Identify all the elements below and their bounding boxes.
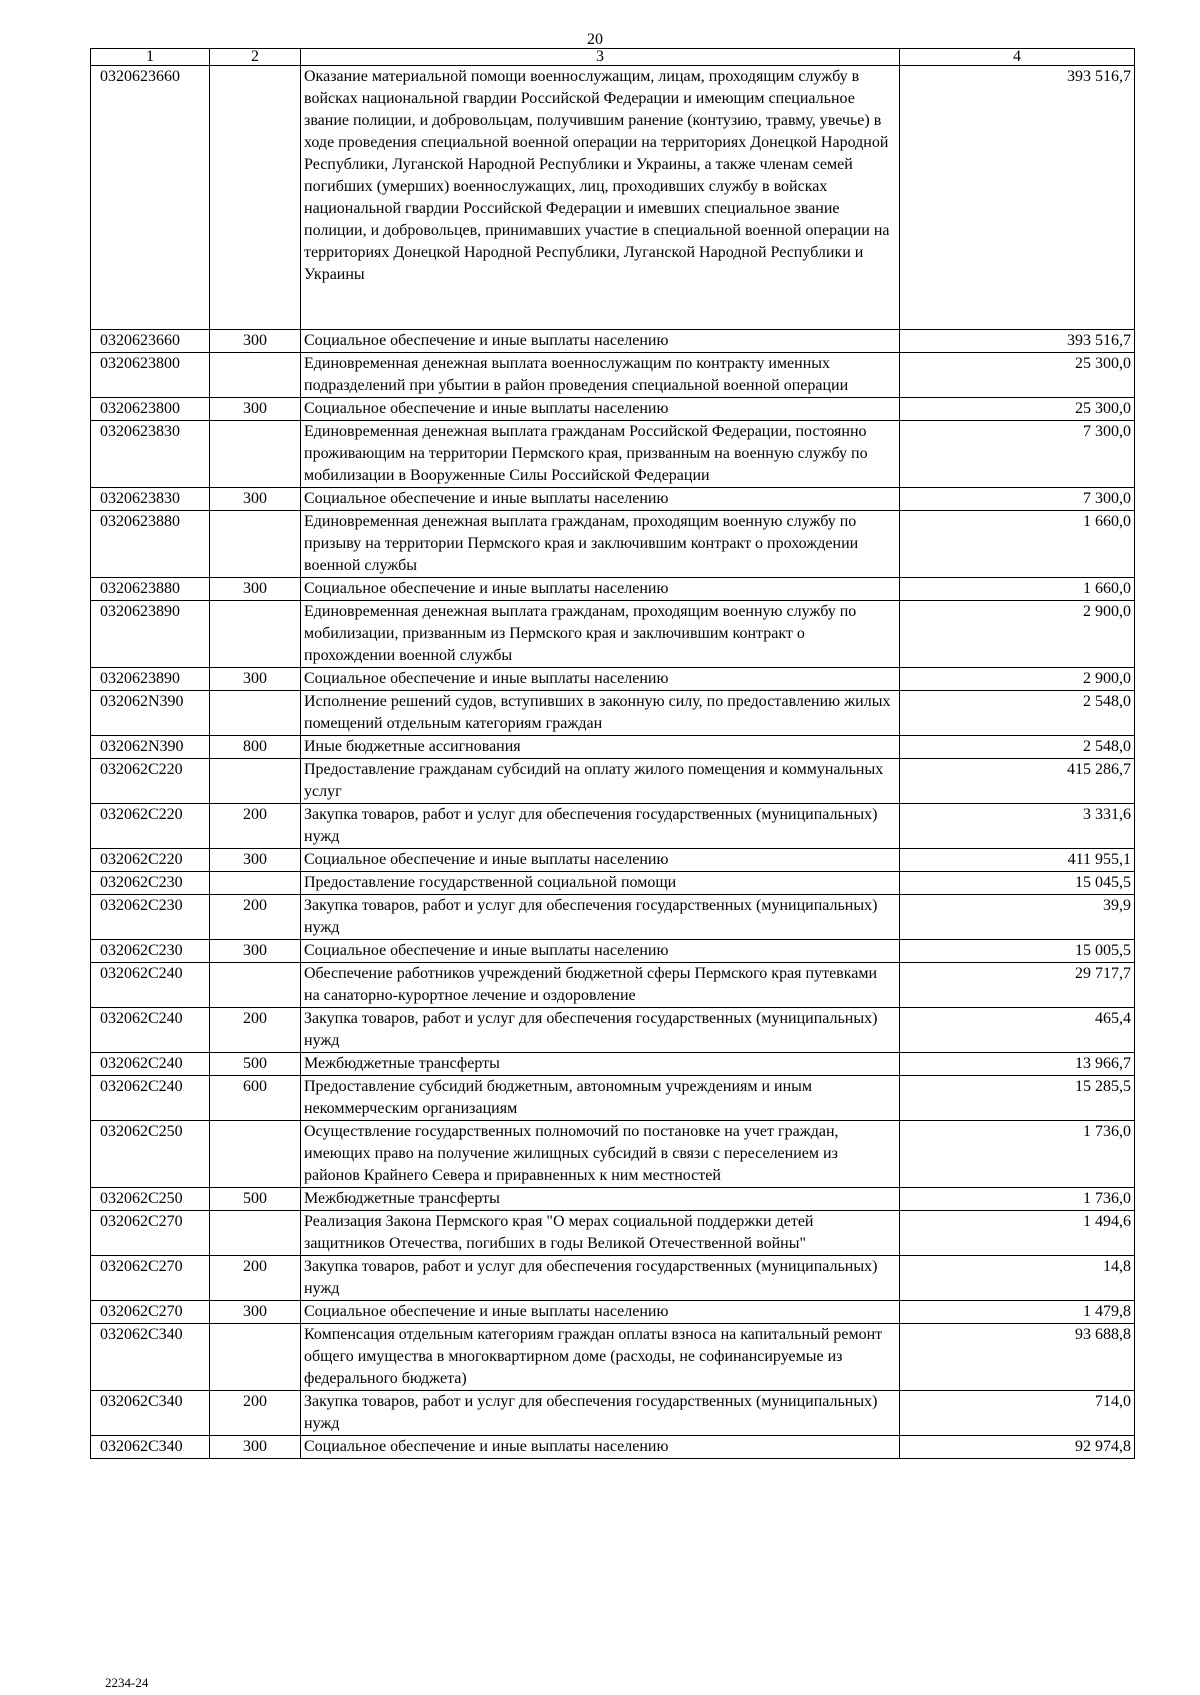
- cell-expense-type: 300: [210, 1436, 301, 1459]
- table-row: [91, 691, 1135, 736]
- column-header-2: 2: [210, 49, 301, 66]
- column-header-4: 4: [900, 49, 1135, 66]
- cell-description: Компенсация отдельным категориям граждан оплаты взноса на капитальный ремонт общего имущества в многоквартирном доме (расходы, не софинансируемые из федерального бюджета): [301, 1324, 900, 1391]
- cell-code: 0320623830: [91, 421, 210, 488]
- cell-expense-type: [210, 1324, 301, 1391]
- cell-amount: 15 045,5: [900, 872, 1135, 895]
- cell-amount: 14,8: [900, 1256, 1135, 1301]
- cell-expense-type: 300: [210, 330, 301, 353]
- cell-code: 032062С240: [91, 963, 210, 1008]
- cell-code: 0320623890: [91, 601, 210, 668]
- cell-code: 032062С240: [91, 1008, 210, 1053]
- table-row: [91, 601, 1135, 668]
- cell-amount: 3 331,6: [900, 804, 1135, 849]
- cell-expense-type: [210, 1121, 301, 1188]
- cell-expense-type: 800: [210, 736, 301, 759]
- table-row: [91, 511, 1135, 578]
- cell-expense-type: 300: [210, 849, 301, 872]
- table-row: [91, 1188, 1135, 1211]
- cell-amount: 2 900,0: [900, 668, 1135, 691]
- cell-expense-type: 500: [210, 1188, 301, 1211]
- document-code: 2234-24: [105, 1675, 149, 1690]
- cell-description: Социальное обеспечение и иные выплаты населению: [301, 578, 900, 601]
- table-row: [91, 940, 1135, 963]
- cell-code: 032062С340: [91, 1436, 210, 1459]
- cell-description: Социальное обеспечение и иные выплаты населению: [301, 940, 900, 963]
- cell-expense-type: 200: [210, 1008, 301, 1053]
- cell-expense-type: [210, 511, 301, 578]
- table-row: [91, 872, 1135, 895]
- cell-expense-type: [210, 601, 301, 668]
- table-row: [91, 1301, 1135, 1324]
- table-row: [91, 895, 1135, 940]
- cell-code: 0320623880: [91, 511, 210, 578]
- cell-code: 032062С240: [91, 1053, 210, 1076]
- table-row: [91, 1121, 1135, 1188]
- cell-amount: 2 900,0: [900, 601, 1135, 668]
- cell-description: Единовременная денежная выплата военнослужащим по контракту именных подразделений при убытии в район проведения специальной военной операции: [301, 353, 900, 398]
- cell-code: 032062С340: [91, 1324, 210, 1391]
- table-row: [91, 421, 1135, 488]
- cell-expense-type: [210, 353, 301, 398]
- cell-description: Единовременная денежная выплата гражданам, проходящим военную службу по мобилизации, призванным из Пермского края и заключившим контракт о прохождении военной службы: [301, 601, 900, 668]
- cell-code: 032062С230: [91, 940, 210, 963]
- cell-amount: 411 955,1: [900, 849, 1135, 872]
- cell-amount: 15 005,5: [900, 940, 1135, 963]
- cell-description: Оказание материальной помощи военнослужащим, лицам, проходящим службу в войсках национальной гвардии Российской Федерации и имеющим специальное звание полиции, и добровольцам, получившим ранение (контузию, травму, увечье) в ходе проведения специальной военной операции на территориях Донецкой Народной Республики, Луганской Народной Республики и Украины, а также членам семей погибших (умерших) военнослужащих, лиц, проходивших службу в войсках национальной гвардии Российской Федерации и имевших специальное звание полиции, и добровольцев, принимавших участие в специальной военной операции на территориях Донецкой Народной Республики, Луганской Народной Республики и Украины: [301, 66, 900, 330]
- cell-code: 0320623830: [91, 488, 210, 511]
- table-row: [91, 849, 1135, 872]
- table-row: [91, 1076, 1135, 1121]
- cell-description: Социальное обеспечение и иные выплаты населению: [301, 1301, 900, 1324]
- cell-amount: 393 516,7: [900, 330, 1135, 353]
- table-row: [91, 668, 1135, 691]
- cell-description: Предоставление гражданам субсидий на оплату жилого помещения и коммунальных услуг: [301, 759, 900, 804]
- table-row: [91, 1391, 1135, 1436]
- cell-code: 0320623890: [91, 668, 210, 691]
- cell-code: 0320623800: [91, 398, 210, 421]
- cell-amount: 1 736,0: [900, 1188, 1135, 1211]
- cell-expense-type: [210, 963, 301, 1008]
- table-row: [91, 398, 1135, 421]
- cell-description: Межбюджетные трансферты: [301, 1188, 900, 1211]
- table-row: [91, 66, 1135, 330]
- cell-expense-type: [210, 1211, 301, 1256]
- cell-code: 032062С270: [91, 1256, 210, 1301]
- cell-code: 032062С220: [91, 804, 210, 849]
- cell-description: Социальное обеспечение и иные выплаты населению: [301, 668, 900, 691]
- cell-description: Социальное обеспечение и иные выплаты населению: [301, 330, 900, 353]
- table-row: [91, 759, 1135, 804]
- cell-expense-type: 200: [210, 895, 301, 940]
- cell-amount: 415 286,7: [900, 759, 1135, 804]
- cell-expense-type: 300: [210, 940, 301, 963]
- cell-amount: 1 479,8: [900, 1301, 1135, 1324]
- header-row: [91, 49, 1135, 66]
- table-row: [91, 330, 1135, 353]
- cell-code: 0320623660: [91, 330, 210, 353]
- cell-amount: 13 966,7: [900, 1053, 1135, 1076]
- cell-amount: 25 300,0: [900, 353, 1135, 398]
- cell-amount: 393 516,7: [900, 66, 1135, 330]
- cell-description: Единовременная денежная выплата гражданам, проходящим военную службу по призыву на территории Пермского края и заключившим контракт о прохождении военной службы: [301, 511, 900, 578]
- cell-expense-type: 300: [210, 578, 301, 601]
- cell-amount: 29 717,7: [900, 963, 1135, 1008]
- cell-description: Предоставление государственной социальной помощи: [301, 872, 900, 895]
- cell-expense-type: [210, 872, 301, 895]
- cell-expense-type: [210, 421, 301, 488]
- table-row: [91, 1436, 1135, 1459]
- cell-amount: 15 285,5: [900, 1076, 1135, 1121]
- cell-code: 032062С270: [91, 1301, 210, 1324]
- cell-expense-type: 200: [210, 1391, 301, 1436]
- cell-description: Межбюджетные трансферты: [301, 1053, 900, 1076]
- cell-expense-type: [210, 66, 301, 330]
- budget-table: [90, 48, 1135, 1459]
- cell-code: 032062С340: [91, 1391, 210, 1436]
- cell-description: Закупка товаров, работ и услуг для обеспечения государственных (муниципальных) нужд: [301, 1391, 900, 1436]
- cell-description: Исполнение решений судов, вступивших в законную силу, по предоставлению жилых помещений отдельным категориям граждан: [301, 691, 900, 736]
- cell-description: Закупка товаров, работ и услуг для обеспечения государственных (муниципальных) нужд: [301, 895, 900, 940]
- cell-amount: 7 300,0: [900, 421, 1135, 488]
- cell-code: 032062С250: [91, 1121, 210, 1188]
- cell-code: 032062С240: [91, 1076, 210, 1121]
- cell-amount: 39,9: [900, 895, 1135, 940]
- cell-description: Единовременная денежная выплата гражданам Российской Федерации, постоянно проживающим на территории Пермского края, призванным на военную службу по мобилизации в Вооруженные Силы Российской Федерации: [301, 421, 900, 488]
- table-row: [91, 1256, 1135, 1301]
- table-body: [91, 66, 1135, 1459]
- table-row: [91, 1053, 1135, 1076]
- cell-code: 032062С230: [91, 895, 210, 940]
- cell-description: Социальное обеспечение и иные выплаты населению: [301, 398, 900, 421]
- cell-description: Закупка товаров, работ и услуг для обеспечения государственных (муниципальных) нужд: [301, 1008, 900, 1053]
- cell-expense-type: [210, 759, 301, 804]
- cell-expense-type: 300: [210, 668, 301, 691]
- cell-code: 032062С250: [91, 1188, 210, 1211]
- cell-code: 032062С220: [91, 759, 210, 804]
- cell-amount: 465,4: [900, 1008, 1135, 1053]
- cell-code: 032062С230: [91, 872, 210, 895]
- table-row: [91, 963, 1135, 1008]
- cell-code: 0320623660: [91, 66, 210, 330]
- table-row: [91, 736, 1135, 759]
- column-header-1: 1: [91, 49, 210, 66]
- cell-amount: 2 548,0: [900, 691, 1135, 736]
- table-row: [91, 488, 1135, 511]
- cell-expense-type: 200: [210, 1256, 301, 1301]
- cell-code: 032062N390: [91, 691, 210, 736]
- column-header-3: 3: [301, 49, 900, 66]
- table-row: [91, 1008, 1135, 1053]
- cell-amount: 1 660,0: [900, 511, 1135, 578]
- cell-amount: 1 660,0: [900, 578, 1135, 601]
- cell-amount: 1 494,6: [900, 1211, 1135, 1256]
- cell-description: Реализация Закона Пермского края "О мерах социальной поддержки детей защитников Отечества, погибших в годы Великой Отечественной войны": [301, 1211, 900, 1256]
- cell-description: Закупка товаров, работ и услуг для обеспечения государственных (муниципальных) нужд: [301, 804, 900, 849]
- cell-expense-type: [210, 691, 301, 736]
- cell-code: 032062С270: [91, 1211, 210, 1256]
- cell-description: Предоставление субсидий бюджетным, автономным учреждениям и иным некоммерческим организациям: [301, 1076, 900, 1121]
- cell-description: Осуществление государственных полномочий по постановке на учет граждан, имеющих право на получение жилищных субсидий в связи с переселением из районов Крайнего Севера и приравненных к ним местностей: [301, 1121, 900, 1188]
- cell-code: 032062С220: [91, 849, 210, 872]
- cell-description: Обеспечение работников учреждений бюджетной сферы Пермского края путевками на санаторно-курортное лечение и оздоровление: [301, 963, 900, 1008]
- cell-description: Социальное обеспечение и иные выплаты населению: [301, 488, 900, 511]
- table-row: [91, 578, 1135, 601]
- cell-description: Иные бюджетные ассигнования: [301, 736, 900, 759]
- cell-amount: 714,0: [900, 1391, 1135, 1436]
- cell-description: Социальное обеспечение и иные выплаты населению: [301, 849, 900, 872]
- cell-amount: 92 974,8: [900, 1436, 1135, 1459]
- table-row: [91, 1324, 1135, 1391]
- cell-amount: 25 300,0: [900, 398, 1135, 421]
- cell-amount: 7 300,0: [900, 488, 1135, 511]
- cell-code: 0320623880: [91, 578, 210, 601]
- cell-expense-type: 300: [210, 488, 301, 511]
- cell-description: Закупка товаров, работ и услуг для обеспечения государственных (муниципальных) нужд: [301, 1256, 900, 1301]
- cell-expense-type: 500: [210, 1053, 301, 1076]
- cell-expense-type: 300: [210, 1301, 301, 1324]
- cell-description: Социальное обеспечение и иные выплаты населению: [301, 1436, 900, 1459]
- table-row: [91, 804, 1135, 849]
- cell-amount: 93 688,8: [900, 1324, 1135, 1391]
- cell-code: 032062N390: [91, 736, 210, 759]
- cell-expense-type: 200: [210, 804, 301, 849]
- cell-amount: 2 548,0: [900, 736, 1135, 759]
- table-row: [91, 1211, 1135, 1256]
- cell-expense-type: 600: [210, 1076, 301, 1121]
- cell-expense-type: 300: [210, 398, 301, 421]
- table-row: [91, 353, 1135, 398]
- cell-amount: 1 736,0: [900, 1121, 1135, 1188]
- page-number: 20: [587, 31, 603, 48]
- cell-code: 0320623800: [91, 353, 210, 398]
